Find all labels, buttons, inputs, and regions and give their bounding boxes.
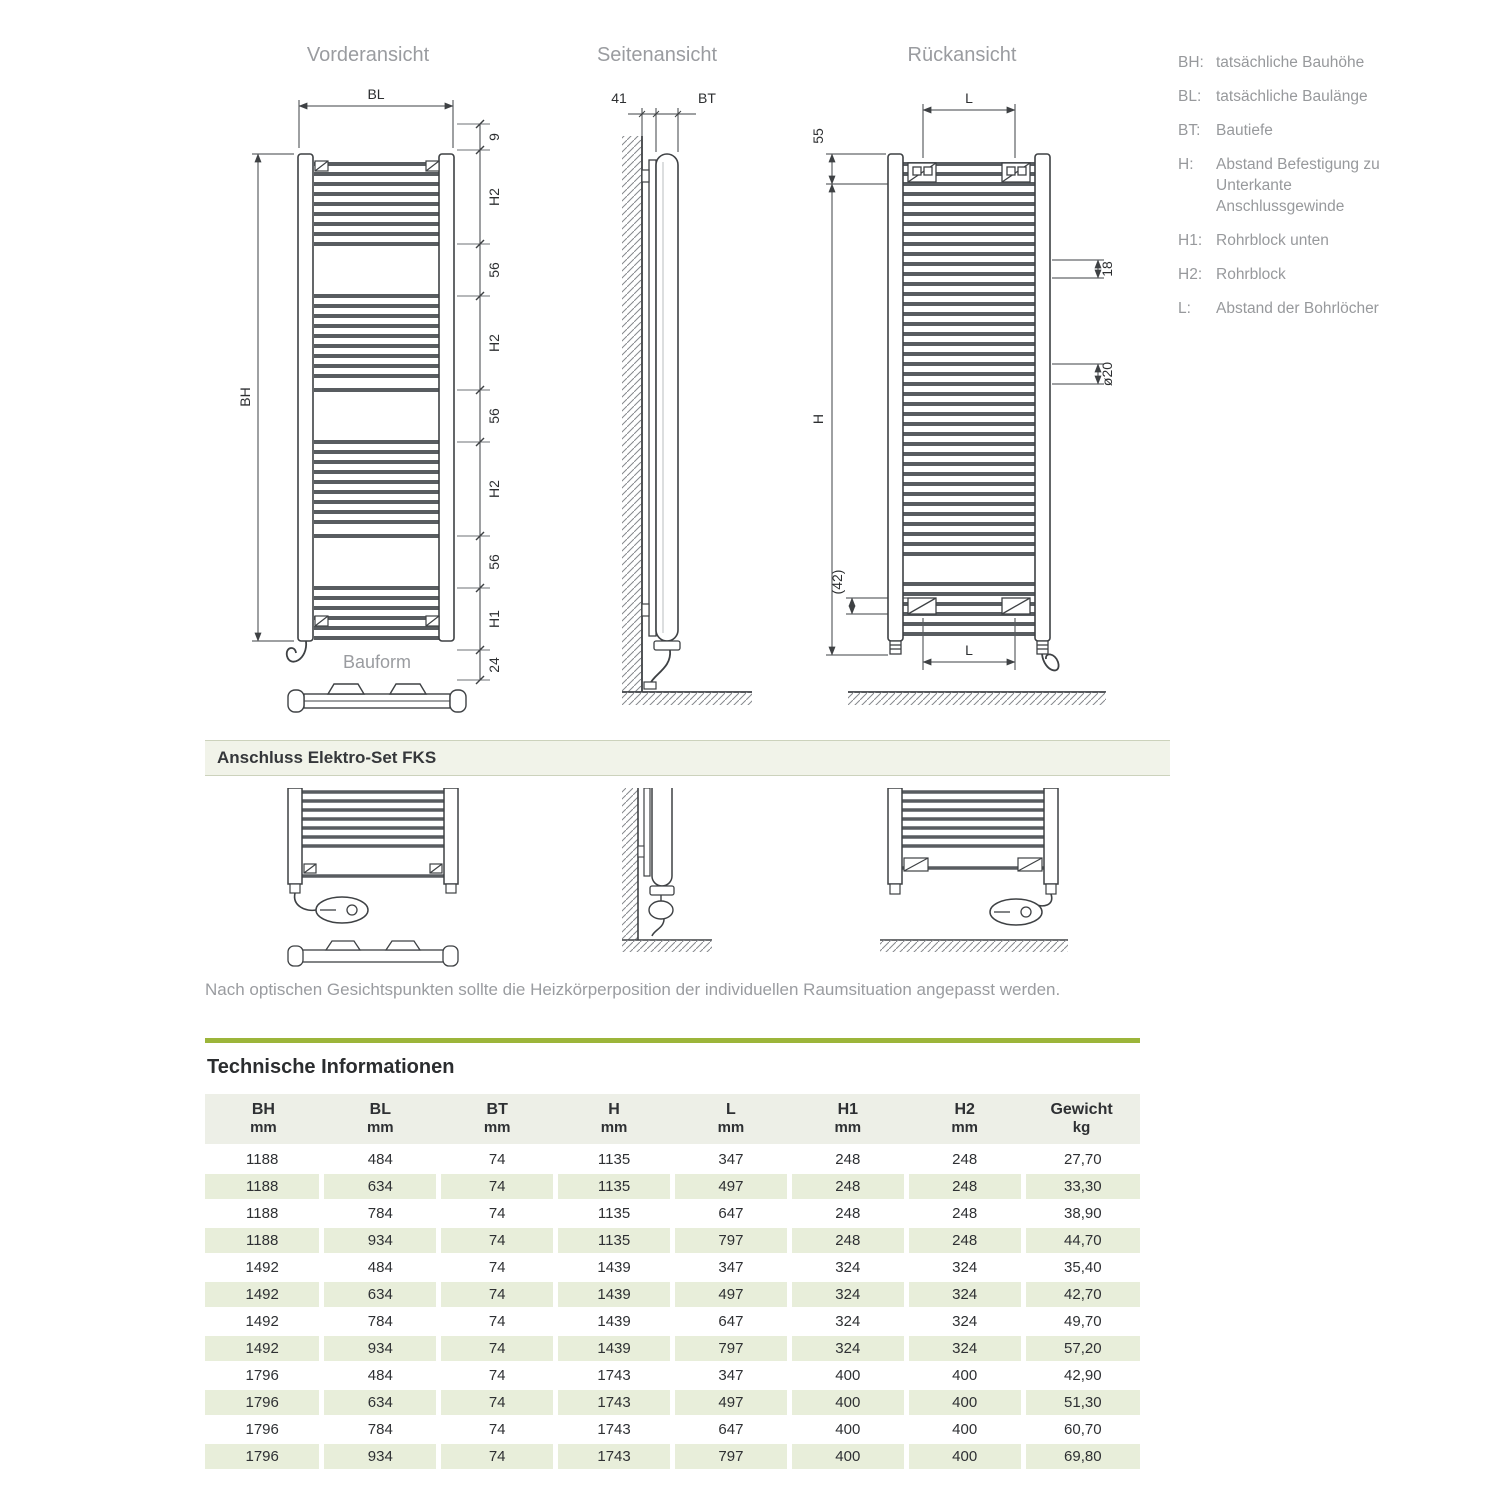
col-header-h [556, 1094, 673, 1146]
table-cell: 74 [439, 1227, 556, 1254]
table-cell: 1439 [556, 1254, 673, 1281]
radiator-rungs [902, 792, 1044, 868]
table-cell: 400 [789, 1362, 906, 1389]
column-label: BT [486, 1101, 508, 1118]
table-cell: 248 [789, 1227, 906, 1254]
table-cell: 634 [322, 1389, 439, 1416]
table-cell: 797 [673, 1443, 790, 1470]
dim-label-h: H [810, 413, 826, 425]
legend-item [1178, 298, 1416, 319]
table-cell: 400 [906, 1416, 1023, 1443]
column-label: Gewicht [1050, 1101, 1113, 1118]
panel-profile [644, 788, 650, 876]
table-cell: 248 [789, 1200, 906, 1227]
col-header-gewicht [1023, 1094, 1140, 1146]
mounting-brackets [290, 864, 456, 893]
table-cell: 934 [322, 1335, 439, 1362]
power-cable [287, 641, 306, 662]
col-header-h1 [789, 1094, 906, 1146]
column-unit: mm [250, 1119, 277, 1136]
table-cell: 69,80 [1023, 1443, 1140, 1470]
legend-item [1178, 52, 1416, 73]
valve-detail [654, 641, 680, 650]
table-row [205, 1389, 1140, 1416]
green-divider [205, 1038, 1140, 1043]
table-cell: 497 [673, 1389, 790, 1416]
table-cell: 347 [673, 1362, 790, 1389]
table-cell: 400 [789, 1443, 906, 1470]
legend-text: Abstand der Bohrlöcher [1216, 300, 1379, 317]
dim-label-18: 18 [1099, 261, 1115, 277]
table-cell: 647 [673, 1200, 790, 1227]
table-cell: 1796 [205, 1416, 322, 1443]
legend-text: Abstand Befestigung zu Unterkante Anschlussgewinde [1216, 156, 1380, 215]
table-cell: 49,70 [1023, 1308, 1140, 1335]
legend-abbr: L: [1178, 300, 1191, 317]
legend-abbr: BH: [1178, 54, 1204, 71]
table-row [205, 1200, 1140, 1227]
left-rail [888, 154, 903, 641]
bauform-label: Bauform [342, 652, 412, 672]
front-view-title: Vorderansicht [306, 44, 430, 66]
fks-front-drawing [268, 788, 478, 978]
radiator-rungs [314, 164, 439, 638]
table-cell: 647 [673, 1416, 790, 1443]
table-cell: 324 [789, 1335, 906, 1362]
table-cell: 1796 [205, 1389, 322, 1416]
table-cell: 484 [322, 1362, 439, 1389]
power-cable [1042, 654, 1059, 670]
right-rail [1044, 788, 1058, 884]
dim-label-h1: H1 [486, 610, 502, 628]
dim-label-42: (42) [829, 569, 845, 595]
column-label: BL [369, 1101, 391, 1118]
column-unit: mm [483, 1119, 511, 1136]
table-cell: 57,20 [1023, 1335, 1140, 1362]
table-cell: 1439 [556, 1335, 673, 1362]
dim-label-41: 41 [611, 90, 627, 106]
side-view-drawing [592, 84, 762, 734]
fks-rear-drawing [868, 788, 1078, 978]
table-row [205, 1281, 1140, 1308]
table-cell: 1439 [556, 1281, 673, 1308]
table-cell: 44,70 [1023, 1227, 1140, 1254]
dim-label-56-3: 56 [486, 554, 502, 570]
column-unit: mm [717, 1119, 745, 1136]
front-view-drawing [232, 84, 502, 734]
table-row [205, 1254, 1140, 1281]
table-cell: 248 [906, 1227, 1023, 1254]
bauform-profile [288, 684, 466, 712]
table-cell: 248 [789, 1173, 906, 1200]
mounting-brackets [908, 163, 1030, 614]
radiator-rungs [903, 164, 1035, 634]
table-cell: 74 [439, 1443, 556, 1470]
left-rail [298, 154, 313, 641]
table-row [205, 1335, 1140, 1362]
legend-item [1178, 154, 1416, 217]
rear-view-title: Rückansicht [907, 44, 1017, 66]
table-cell: 1135 [556, 1146, 673, 1174]
power-cable [652, 919, 664, 936]
table-cell: 1135 [556, 1227, 673, 1254]
table-cell: 74 [439, 1416, 556, 1443]
table-row [205, 1173, 1140, 1200]
column-label: BH [251, 1101, 275, 1118]
right-rail [1035, 154, 1050, 641]
table-cell: 324 [789, 1281, 906, 1308]
dim-label-bl: BL [367, 86, 385, 102]
table-cell: 400 [906, 1389, 1023, 1416]
table-cell: 51,30 [1023, 1389, 1140, 1416]
table-cell: 324 [906, 1335, 1023, 1362]
table-cell: 784 [322, 1416, 439, 1443]
table-cell: 497 [673, 1173, 790, 1200]
legend-item [1178, 120, 1416, 141]
table-body [205, 1146, 1140, 1471]
anschluss-title: Anschluss Elektro-Set FKS [217, 748, 437, 767]
table-cell: 1188 [205, 1200, 322, 1227]
table-cell: 60,70 [1023, 1416, 1140, 1443]
side-view-title: Seitenansicht [596, 44, 718, 66]
table-cell: 74 [439, 1389, 556, 1416]
wall-hatching [622, 788, 638, 940]
table-cell: 1796 [205, 1443, 322, 1470]
table-cell: 934 [322, 1443, 439, 1470]
technical-data-table [205, 1094, 1140, 1471]
table-cell: 1439 [556, 1308, 673, 1335]
left-rail [888, 788, 902, 884]
table-cell: 38,90 [1023, 1200, 1140, 1227]
right-rail [444, 788, 458, 884]
dim-label-o20: ø20 [1099, 361, 1115, 387]
table-cell: 484 [322, 1254, 439, 1281]
electric-heating-element [649, 901, 673, 919]
table-cell: 1135 [556, 1173, 673, 1200]
table-cell: 1188 [205, 1227, 322, 1254]
column-unit: mm [600, 1119, 628, 1136]
wall-bracket [638, 846, 644, 857]
column-unit: mm [951, 1119, 979, 1136]
table-cell: 1492 [205, 1308, 322, 1335]
anschluss-section-band [205, 740, 1170, 776]
table-cell: 74 [439, 1335, 556, 1362]
positioning-note: Nach optischen Gesichtspunkten sollte die Heizkörperposition der individuellen Raumsituation angepasst werden. [205, 980, 1061, 999]
legend-text: Rohrblock [1216, 266, 1286, 283]
legend-item [1178, 264, 1416, 285]
table-row [205, 1227, 1140, 1254]
table-cell: 934 [322, 1227, 439, 1254]
left-rail [288, 788, 302, 884]
table-cell: 42,70 [1023, 1281, 1140, 1308]
wall-hatching [622, 136, 642, 692]
legend-text: Bautiefe [1216, 122, 1273, 139]
table-cell: 74 [439, 1308, 556, 1335]
legend-abbr: BL: [1178, 88, 1202, 105]
column-label: L [726, 1101, 736, 1118]
ground-hatching [622, 692, 752, 705]
table-cell: 1188 [205, 1173, 322, 1200]
dim-label-l-bottom: L [965, 642, 973, 658]
table-cell: 74 [439, 1254, 556, 1281]
column-unit: kg [1072, 1119, 1091, 1136]
table-cell: 1188 [205, 1146, 322, 1174]
table-cell: 248 [789, 1146, 906, 1174]
table-cell: 347 [673, 1146, 790, 1174]
bl-bh-dimension-lines [252, 100, 453, 641]
table-cell: 484 [322, 1146, 439, 1174]
table-cell: 324 [789, 1308, 906, 1335]
legend-abbr: H2: [1178, 266, 1203, 283]
table-cell: 1743 [556, 1362, 673, 1389]
legend-text: tatsächliche Baulänge [1216, 88, 1368, 105]
table-cell: 784 [322, 1308, 439, 1335]
panel-profile [649, 160, 656, 636]
column-label: H [608, 1101, 620, 1118]
table-cell: 400 [789, 1389, 906, 1416]
dim-label-56-1: 56 [486, 262, 502, 278]
legend-abbr: BT: [1178, 122, 1201, 139]
fks-side-drawing [598, 788, 718, 978]
dim-label-24: 24 [486, 657, 502, 673]
col-header-l [673, 1094, 790, 1146]
table-cell: 1743 [556, 1416, 673, 1443]
table-row [205, 1308, 1140, 1335]
table-cell: 1796 [205, 1362, 322, 1389]
table-cell: 324 [906, 1254, 1023, 1281]
dim-label-bt: BT [698, 90, 716, 106]
legend-item [1178, 86, 1416, 107]
table-cell: 497 [673, 1281, 790, 1308]
table-cell: 1492 [205, 1335, 322, 1362]
dim-label-h2-3: H2 [486, 480, 502, 498]
column-unit: mm [834, 1119, 862, 1136]
col-header-bh [205, 1094, 322, 1146]
table-cell: 400 [906, 1362, 1023, 1389]
table-cell: 634 [322, 1281, 439, 1308]
table-cell: 27,70 [1023, 1146, 1140, 1174]
table-cell: 1743 [556, 1443, 673, 1470]
table-cell: 797 [673, 1335, 790, 1362]
table-row [205, 1146, 1140, 1174]
table-cell: 634 [322, 1173, 439, 1200]
table-row [205, 1416, 1140, 1443]
table-cell: 248 [906, 1200, 1023, 1227]
table-cell: 347 [673, 1254, 790, 1281]
col-header-h2 [906, 1094, 1023, 1146]
column-label: H1 [837, 1101, 859, 1118]
dimension-legend [1178, 52, 1416, 332]
table-row [205, 1443, 1140, 1470]
legend-item [1178, 230, 1416, 251]
power-cable [650, 650, 670, 684]
col-header-bt [439, 1094, 556, 1146]
rear-view-drawing [790, 84, 1120, 734]
right-rail [439, 154, 454, 641]
table-cell: 74 [439, 1173, 556, 1200]
table-cell: 324 [789, 1254, 906, 1281]
table-cell: 74 [439, 1362, 556, 1389]
table-cell: 324 [906, 1281, 1023, 1308]
wall-brackets [642, 170, 649, 616]
ground-hatching [848, 692, 1106, 705]
table-cell: 35,40 [1023, 1254, 1140, 1281]
table-cell: 400 [906, 1443, 1023, 1470]
legend-text: tatsächliche Bauhöhe [1216, 54, 1365, 71]
table-cell: 797 [673, 1227, 790, 1254]
tube-profile [652, 788, 672, 886]
table-header [205, 1094, 1140, 1146]
dim-label-56-2: 56 [486, 408, 502, 424]
radiator-rungs [302, 792, 444, 876]
table-cell: 74 [439, 1146, 556, 1174]
ground-hatching [880, 940, 1068, 952]
table-cell: 400 [789, 1416, 906, 1443]
bauform-profile-small [288, 941, 458, 966]
legend-text: Rohrblock unten [1216, 232, 1329, 249]
table-cell: 1135 [556, 1200, 673, 1227]
dim-label-h2-2: H2 [486, 334, 502, 352]
table-cell: 42,90 [1023, 1362, 1140, 1389]
table-cell: 647 [673, 1308, 790, 1335]
table-cell: 74 [439, 1281, 556, 1308]
mounting-brackets [890, 858, 1056, 894]
dim-label-h2-1: H2 [486, 188, 502, 206]
table-cell: 248 [906, 1173, 1023, 1200]
ground-hatching [622, 940, 712, 952]
tube-profile [656, 154, 678, 641]
power-cable [295, 893, 316, 910]
table-cell: 33,30 [1023, 1173, 1140, 1200]
dim-label-55: 55 [810, 128, 826, 144]
table-row [205, 1362, 1140, 1389]
dim-label-l-top: L [965, 90, 973, 106]
plug [644, 682, 656, 689]
table-cell: 74 [439, 1200, 556, 1227]
table-cell: 1743 [556, 1389, 673, 1416]
table-cell: 784 [322, 1200, 439, 1227]
table-cell: 248 [906, 1146, 1023, 1174]
table-cell: 1492 [205, 1254, 322, 1281]
dim-label-9: 9 [486, 133, 502, 141]
table-cell: 324 [906, 1308, 1023, 1335]
legend-abbr: H: [1178, 156, 1194, 173]
column-label: H2 [954, 1101, 975, 1118]
col-header-bl [322, 1094, 439, 1146]
column-unit: mm [366, 1119, 394, 1136]
table-cell: 1492 [205, 1281, 322, 1308]
legend-abbr: H1: [1178, 232, 1203, 249]
dim-label-bh: BH [237, 387, 253, 407]
valve-detail [650, 886, 674, 895]
mounting-brackets [315, 161, 439, 626]
table-title: Technische Informationen [207, 1056, 455, 1078]
